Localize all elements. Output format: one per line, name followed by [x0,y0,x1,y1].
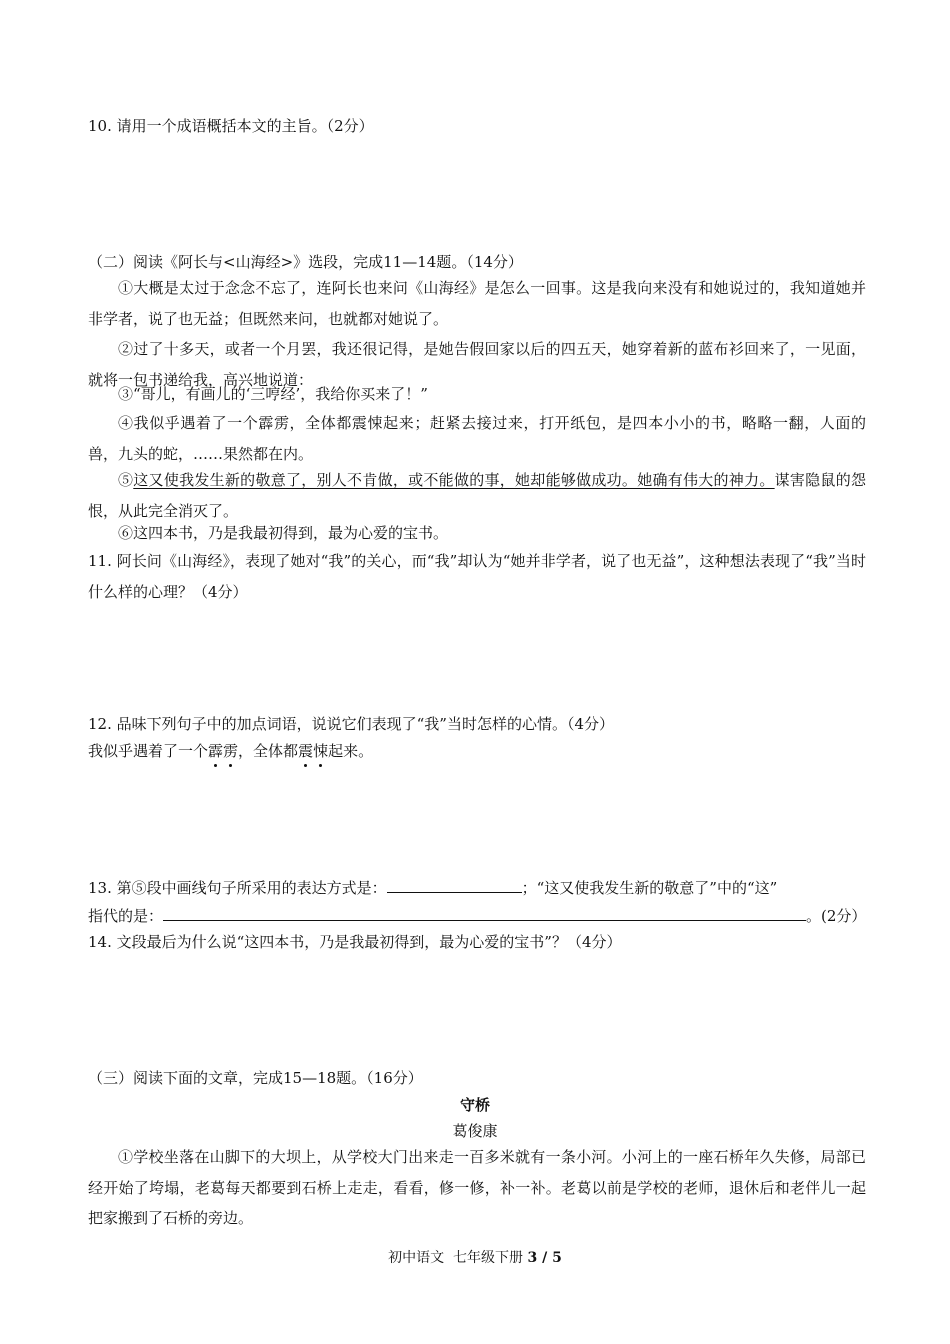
page-footer [0,1247,950,1267]
section-2-paragraph-2: ②过了十多天，或者一个月罢，我还很记得，是她告假回家以后的四五天，她穿着新的蓝布衫回来了，一见面，就将一包书递给我，高兴地说道： [88,340,866,389]
q13-text: ；“这又使我发生新的敬意了”中的“这” [521,879,778,897]
footer-label: 初中语文 七年级下册 [388,1250,524,1266]
section-2-paragraph-4: ④我似乎遇着了一个霹雳，全体都震悚起来；赶紧去接过来，打开纸包，是四本小小的书，略略一翻，人面的兽，九头的蛇，……果然都在内。 [88,414,866,463]
dotted-char: 震 [298,742,314,760]
section-3-heading: （三）阅读下面的文章，完成15—18题。（16分） [88,1069,423,1087]
sentence-part: 我似乎遇着了一个 [88,742,209,760]
article-author: 葛俊康 [452,1122,498,1140]
question-14: 14. 文段最后为什么说“这四本书，乃是我最初得到，最为心爱的宝书”？（4分） [88,933,622,951]
section-2-heading: （二）阅读《阿长与<山海经>》选段，完成11—14题。（14分） [88,253,523,271]
q13-text: 。(2分） [806,907,867,925]
dotted-char: 悚 [313,742,329,760]
dotted-char: 雳 [223,742,239,760]
q13-text: 指代的是： [88,907,164,925]
section-2-paragraph-5 [88,465,866,526]
section-2-paragraph-3: ③“哥儿，有画儿的‘三哼经’，我给你买来了！” [118,385,428,403]
question-12-prompt: 12. 品味下列句子中的加点词语，说说它们表现了“我”当时怎样的心情。（4分） [88,715,615,733]
section-3-paragraph-1: ①学校坐落在山脚下的大坝上，从学校大门出来走一百多米就有一条小河。小河上的一座石桥年久失修，局部已经开始了垮塌，老葛每天都要到石桥上走走，看看，修一修，补一补。老葛以前是学校的老师，退休后和老伴儿一起把家搬到了石桥的旁边。 [88,1148,866,1227]
underlined-sentence: 这又使我发生新的敬意了，别人不肯做，或不能做的事，她却能够做成功。她确有伟大的神力。 [133,471,775,489]
section-2-paragraph-6: ⑥这四本书，乃是我最初得到，最为心爱的宝书。 [118,524,449,542]
answer-blank-reference[interactable] [163,905,806,921]
article-title: 守桥 [459,1096,490,1114]
question-12-sentence [88,741,373,761]
question-13-line-2 [88,905,866,926]
sentence-part: 起来。 [328,742,374,760]
page-number: 3 / 5 [527,1250,562,1266]
sentence-part: ，全体都 [238,742,299,760]
dotted-char: 霹 [208,742,224,760]
section-2-paragraph-1: ①大概是太过于念念不忘了，连阿长也来问《山海经》是怎么一回事。这是我向来没有和她说过的，我知道她并非学者，说了也无益；但既然来问，也就都对她说了。 [88,279,866,328]
paragraph-5-rest: 谋害隐鼠的怨恨，从此完全消灭了。 [88,471,866,520]
question-13-line-1 [88,877,777,898]
q13-text: 13. 第⑤段中画线句子所采用的表达方式是： [88,879,387,897]
answer-blank-expression[interactable] [387,877,522,893]
paragraph-5-number: ⑤ [118,471,134,489]
question-10: 10. 请用一个成语概括本文的主旨。（2分） [88,117,374,135]
question-11: 11. 阿长问《山海经》，表现了她对“我”的关心，而“我”却认为“她并非学者，说了也无益”，这种想法表现了“我”当时什么样的心理？（4分） [88,552,866,601]
